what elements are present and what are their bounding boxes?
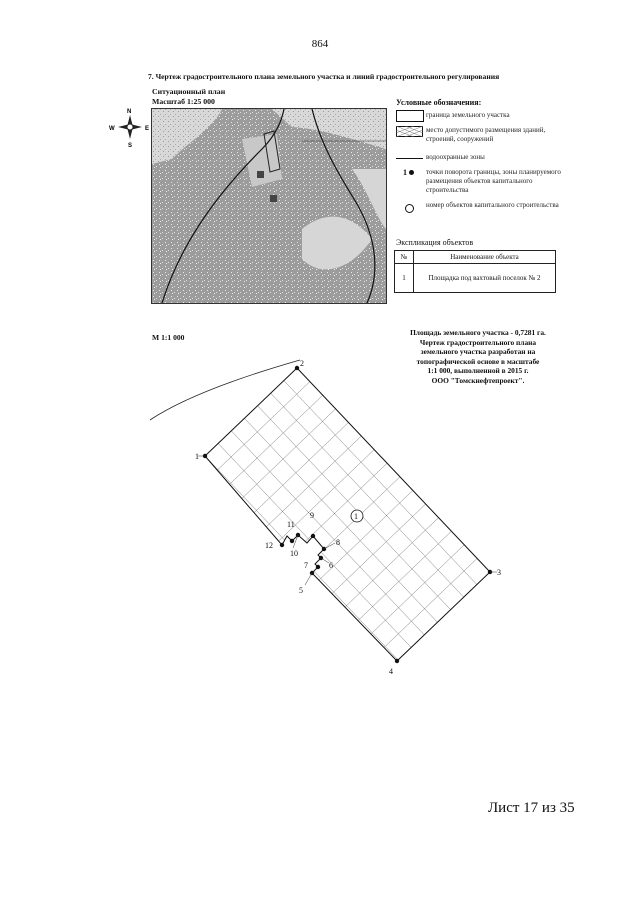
point-label: 12 [265, 541, 273, 550]
turning-point [316, 565, 320, 569]
point-icon-number: 1 [403, 168, 407, 177]
legend-item-text: номер объектов капитального строительства [426, 201, 559, 209]
compass-north-label: N [127, 109, 132, 115]
point-label: 6 [329, 561, 333, 570]
turning-point [290, 539, 294, 543]
turning-point [295, 366, 299, 370]
grid-line [193, 390, 476, 689]
grid-line [206, 377, 489, 676]
grid-line [153, 428, 436, 727]
point-label: 8 [336, 538, 340, 547]
point-label: 4 [389, 667, 393, 676]
point-label: 11 [287, 520, 295, 529]
note-line: ООО "Томскнефтепроект". [431, 375, 525, 385]
object-number: 1 [354, 512, 358, 521]
situation-plan-scale: Масштаб 1:25 000 [152, 97, 215, 106]
point-label: 2 [300, 359, 304, 368]
note-line: топографической основе в масштабе [416, 356, 540, 366]
point-label: 5 [299, 586, 303, 595]
grid-line [127, 453, 410, 752]
plot-grid [114, 302, 568, 752]
document-title: 7. Чертеж градостроительного плана земельного участка и линий градостроительного регулирования [148, 72, 500, 81]
table-header-cell: № [395, 251, 414, 264]
compass-west-label: W [109, 126, 115, 132]
explication-title: Экспликация объектов [396, 238, 474, 247]
plan-scale-label: М 1:1 000 [152, 333, 185, 342]
point-label: 9 [310, 511, 314, 520]
page-number: 864 [311, 38, 329, 50]
note-line: Чертеж градостроительного плана [419, 337, 537, 347]
turning-point [280, 543, 284, 547]
note-line: земельного участка разработан на [420, 347, 536, 357]
point-label: 1 [195, 452, 199, 461]
table-header-cell: Наименование объекта [414, 251, 556, 264]
grid-line [232, 352, 515, 651]
turning-point [311, 534, 315, 538]
note-line: Площадь земельного участка - 0,7281 га. [410, 328, 546, 337]
situation-plan-title: Ситуационный план [152, 87, 226, 96]
point-label: 10 [290, 549, 298, 558]
grid-line [245, 340, 528, 639]
table-cell-number: 1 [395, 264, 414, 293]
point-label: 3 [497, 568, 501, 577]
plot-boundary [205, 368, 490, 661]
compass-east-label: E [145, 126, 150, 132]
point-label: 7 [304, 561, 308, 570]
legend-item-text: водоохранные зоны [426, 153, 485, 161]
grid-line [140, 440, 423, 739]
grid-line [285, 302, 568, 601]
note-line: 1:1 000, выполненной в 2015 г. [427, 366, 529, 376]
turning-point [395, 659, 399, 663]
legend-item-text: место допустимого размещения зданий, строений, сооружений [426, 126, 546, 143]
legend-item-text: точки поворота границы, зоны планируемого размещения объектов капитального строительства [426, 168, 561, 194]
sheet-number: Лист 17 из 35 [488, 800, 575, 816]
table-cell-name: Площадка под вахтовый поселок № 2 [414, 264, 556, 293]
compass-south-label: S [128, 143, 133, 148]
legend-title: Условные обозначения: [396, 98, 482, 107]
grid-line [272, 315, 555, 614]
legend-item-text: граница земельного участка [426, 111, 510, 119]
road-line [150, 360, 300, 420]
